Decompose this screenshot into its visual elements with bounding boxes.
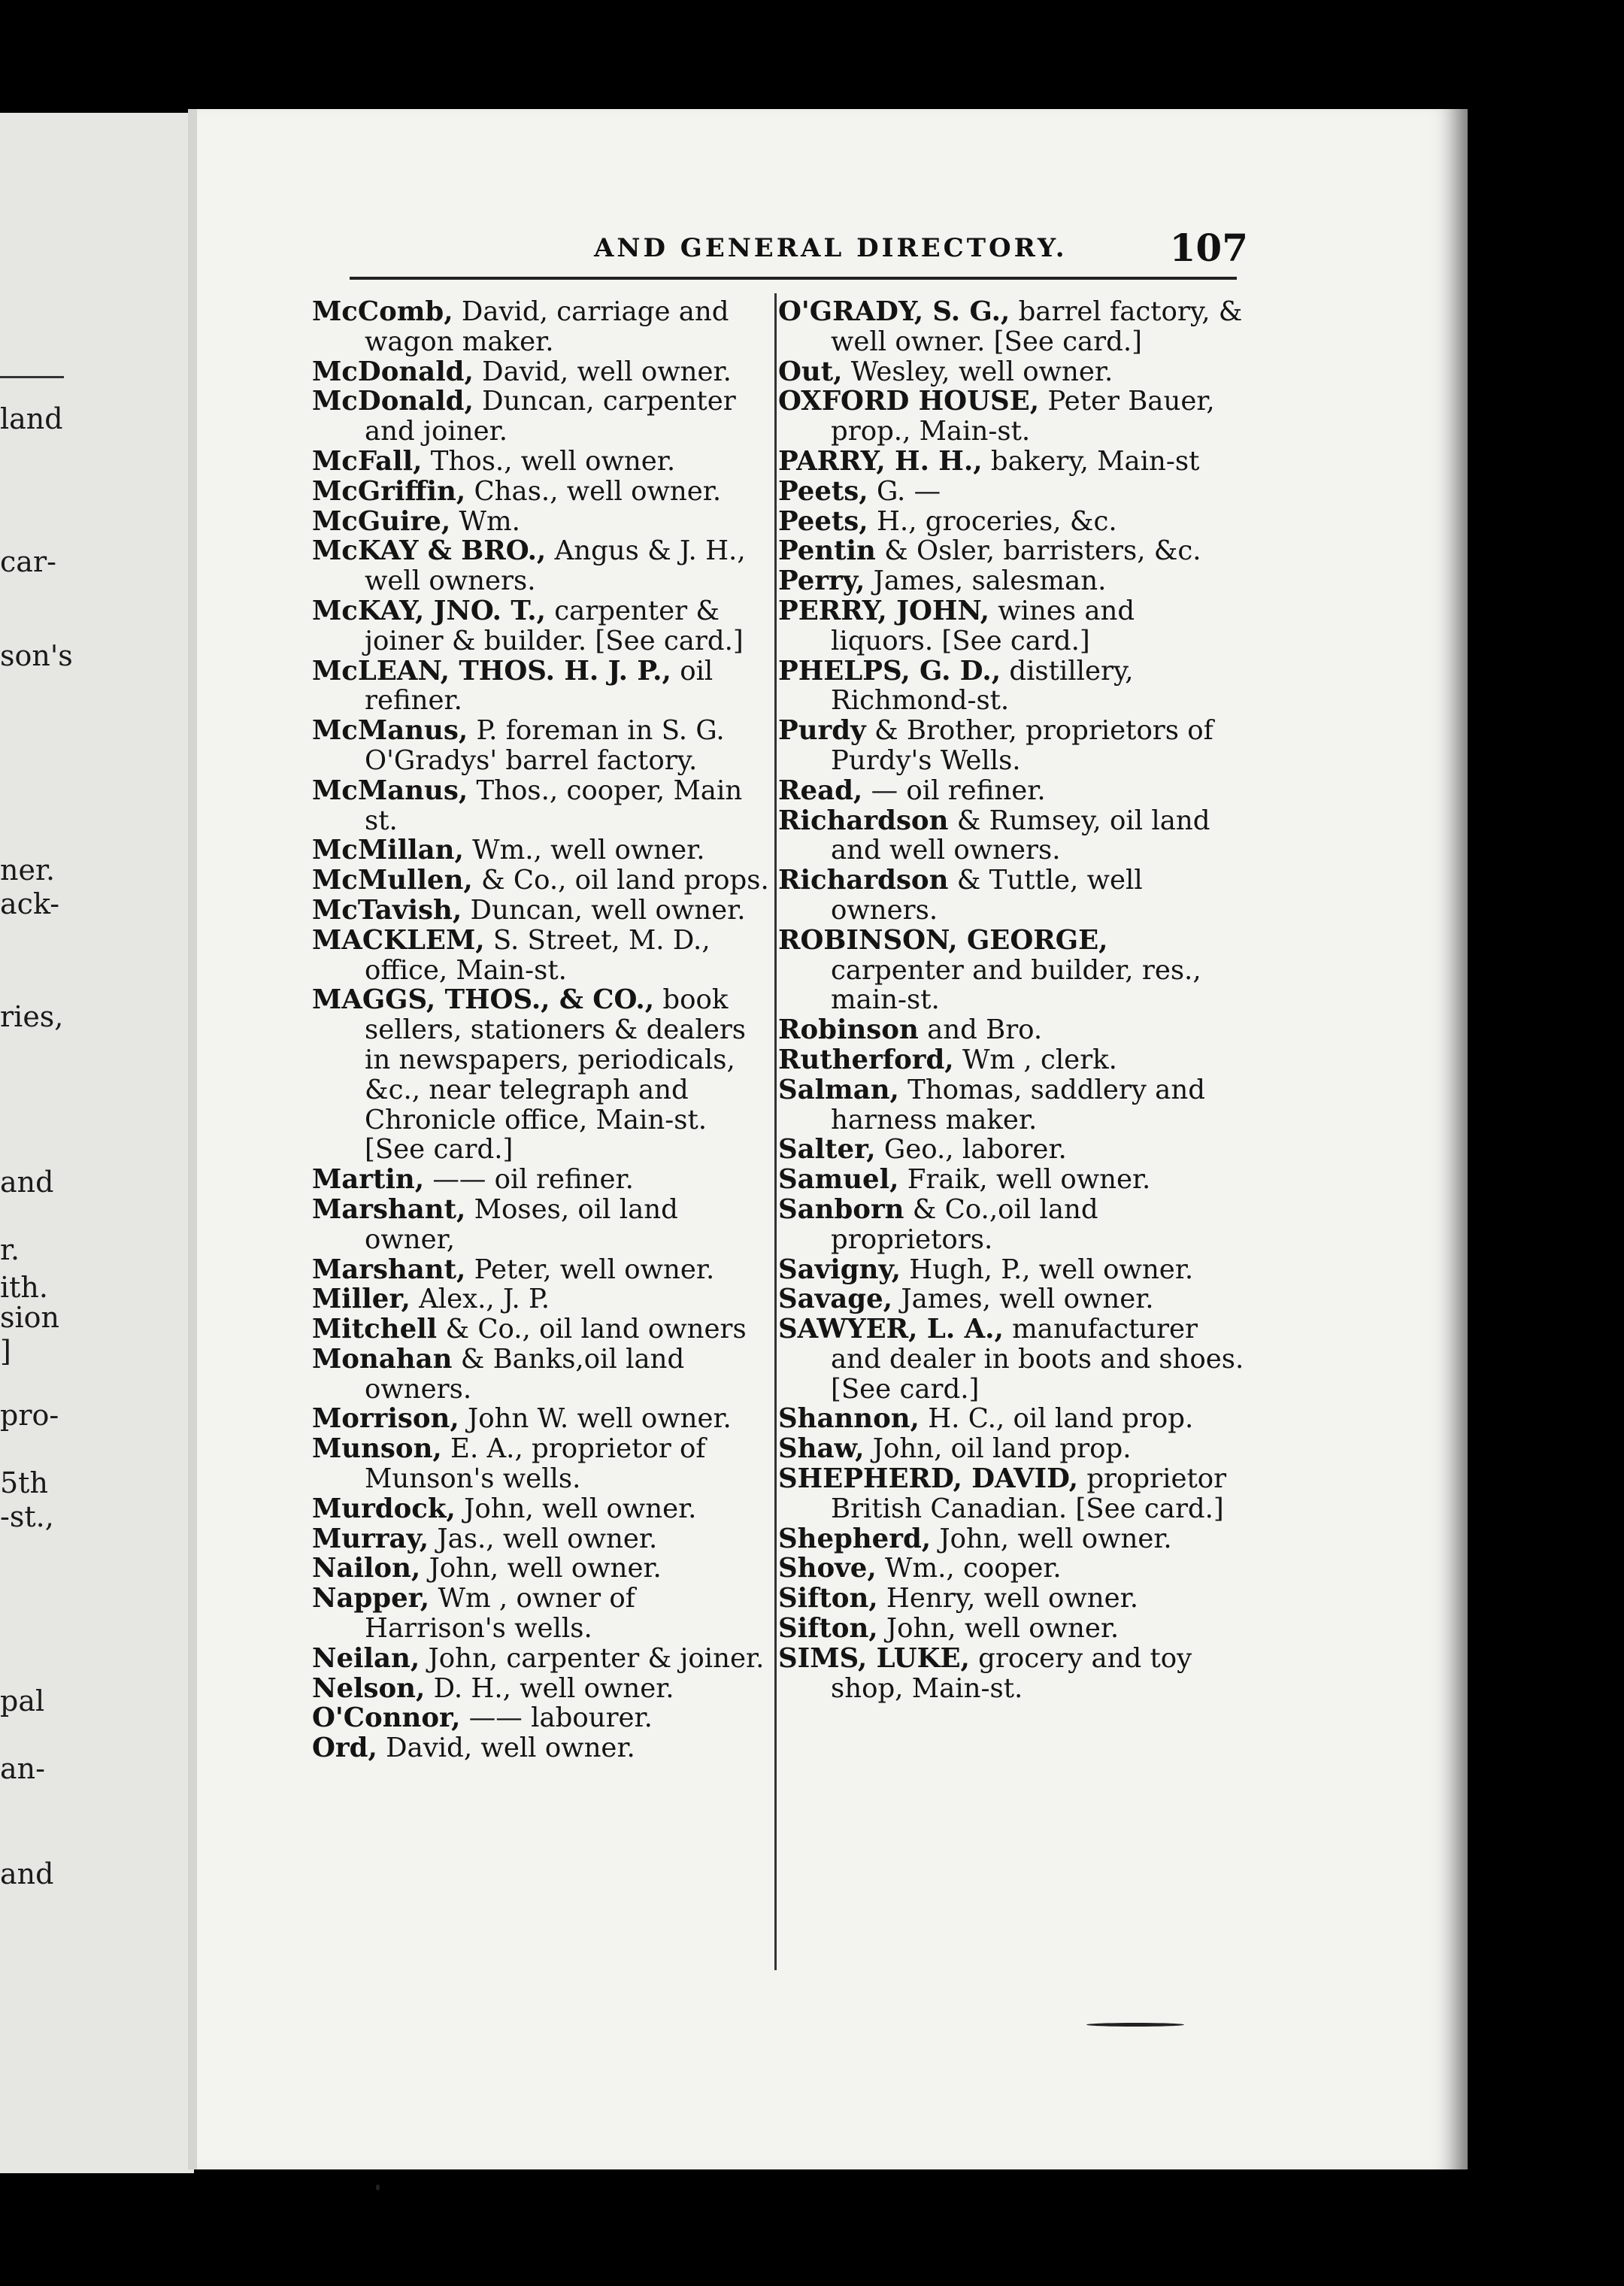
directory-entry [778,1255,1244,1285]
entry-name: Savage, [778,1284,893,1315]
entry-details: Hugh, P., well owner. [900,1254,1194,1285]
directory-entry [312,507,771,537]
entry-details: Jas., well owner. [429,1523,658,1554]
entry-name: Sifton, [778,1613,878,1645]
directory-column-left [312,297,771,1763]
entry-name: Robinson [778,1014,919,1046]
entry-details: bakery, Main-st [982,445,1200,477]
facing-page-edge [0,113,194,2173]
entry-details: Thomas, saddlery and harness maker. [831,1074,1205,1135]
directory-entry [312,716,771,776]
entry-details: Geo., laborer. [875,1134,1067,1166]
facing-page-fragment: -st., [0,1500,54,1533]
entry-details: Wm. [450,505,520,537]
entry-name: Miller, [312,1284,411,1315]
entry-details: & Banks,oil land owners. [365,1343,685,1405]
entry-details: David, well owner. [473,356,732,387]
entry-name: McManus, [312,775,468,806]
entry-name: MACKLEM, [312,924,485,956]
entry-name: Richardson [778,805,949,836]
facing-page-fragment: ith. [0,1271,48,1304]
directory-entry [312,835,771,866]
entry-details: barrel factory, & well owner. [See card.] [831,296,1243,357]
directory-entry [778,357,1244,387]
entry-details: & Osler, barristers, &c. [875,535,1201,567]
entry-name: McManus, [312,715,468,747]
entry-name: Peets, [778,505,868,537]
entry-details: & Co., oil land owners [437,1314,747,1345]
entry-details: David, carriage and wagon maker. [365,296,729,357]
entry-details: book sellers, stationers & dealers in newspapers, periodicals, &c., near telegraph and Chronicle office, Main-st. [See card.] [365,984,747,1166]
entry-name: PHELPS, G. D., [778,655,1001,687]
directory-entry [312,1314,771,1345]
entry-details: David, well owner. [377,1733,635,1764]
directory-entry [778,656,1244,717]
entry-name: McComb, [312,296,453,327]
entry-details: Angus & J. H., well owners. [365,535,746,597]
entry-name: SAWYER, L. A., [778,1314,1004,1345]
directory-entry [778,297,1244,357]
entry-name: McTavish, [312,894,462,926]
entry-details: Peter Bauer, prop., Main-st. [831,386,1215,447]
directory-entry [312,1644,771,1674]
entry-details: John, well owner. [455,1493,697,1524]
directory-entry [312,1345,771,1405]
directory-entry [778,716,1244,776]
entry-name: McKAY, JNO. T., [312,595,546,626]
entry-details: Thos., well owner. [422,445,676,477]
entry-name: Richardson [778,865,949,896]
entry-details: Fraik, well owner. [898,1164,1151,1196]
entry-details: —— oil refiner. [424,1164,634,1196]
facing-page-fragment: an- [0,1752,45,1785]
entry-name: Shannon, [778,1403,920,1435]
facing-page-fragment: ner. [0,853,56,887]
directory-column-right [778,297,1244,1703]
directory-entry [778,1015,1244,1045]
directory-entry [312,536,771,596]
directory-entry [312,985,771,1165]
facing-page-fragment: pro- [0,1399,59,1432]
entry-name: O'Connor, [312,1702,461,1734]
entry-details: John, well owner. [931,1523,1172,1554]
entry-name: McKAY & BRO., [312,535,547,567]
entry-details: carpenter and builder, res., main-st. [831,954,1201,1016]
entry-name: Monahan [312,1343,453,1375]
entry-name: PARRY, H. H., [778,445,983,477]
ink-mark [1086,2023,1184,2027]
entry-details: P. foreman in S. G. O'Gradys' barrel factory. [365,715,725,776]
directory-entry [312,1404,771,1434]
directory-entry [778,1404,1244,1434]
directory-entry [312,477,771,507]
entry-name: Perry, [778,565,865,597]
entry-name: Purdy [778,715,866,747]
directory-entry [312,1434,771,1494]
entry-details: James, well owner. [892,1284,1154,1315]
entry-details: & Brother, proprietors of Purdy's Wells. [831,715,1213,776]
facing-page-fragment: and [0,1857,54,1890]
entry-details: Wm., cooper. [876,1553,1062,1584]
directory-entry [778,1554,1244,1584]
directory-entry [312,1284,771,1314]
directory-entry [778,1195,1244,1255]
entry-name: McGriffin, [312,475,466,507]
entry-details: oil refiner. [365,655,714,717]
entry-name: Marshant, [312,1254,466,1285]
directory-entry [778,1584,1244,1614]
entry-name: McDonald, [312,356,474,387]
directory-entry [778,1045,1244,1075]
directory-entry [778,926,1244,1015]
entry-name: MAGGS, THOS., & CO., [312,984,655,1016]
directory-entry [778,1434,1244,1464]
column-divider [774,293,777,1970]
entry-details: Wesley, well owner. [842,356,1113,387]
facing-page-fragment: pal [0,1684,45,1718]
entry-name: O'GRADY, S. G., [778,296,1010,327]
entry-details: H., groceries, &c. [868,505,1117,537]
entry-name: Shaw, [778,1433,865,1465]
facing-page-fragment: ack- [0,887,60,920]
entry-name: Peets, [778,475,868,507]
directory-entry [312,596,771,656]
entry-name: Sifton, [778,1583,878,1614]
entry-details: proprietor British Canadian. [See card.] [831,1463,1227,1524]
directory-entry [778,596,1244,656]
directory-entry [778,1075,1244,1135]
directory-entry [312,1165,771,1195]
entry-details: John W. well owner. [459,1403,732,1435]
directory-entry [778,507,1244,537]
directory-entry [778,806,1244,866]
entry-details: John, well owner. [420,1553,662,1584]
entry-name: Martin, [312,1164,425,1196]
directory-entry [312,896,771,926]
directory-entry [778,1135,1244,1165]
directory-entry [778,1314,1244,1404]
directory-entry [312,866,771,896]
entry-name: Sanborn [778,1193,904,1225]
directory-entry [778,566,1244,596]
directory-entry [312,1584,771,1644]
entry-name: Mitchell [312,1314,438,1345]
entry-name: McMillan, [312,835,464,866]
directory-entry [312,656,771,717]
entry-details: Peter, well owner. [465,1254,715,1285]
entry-name: Savigny, [778,1254,901,1285]
directory-entry [778,776,1244,806]
entry-details: distillery, Richmond-st. [831,655,1134,717]
entry-name: Rutherford, [778,1044,954,1075]
entry-details: — oil refiner. [862,775,1046,806]
entry-name: McGuire, [312,505,451,537]
entry-details: G. — [868,475,941,507]
entry-details: John, well owner. [877,1613,1120,1645]
running-head-title: AND GENERAL DIRECTORY. [594,233,1068,263]
entry-details: D. H., well owner. [425,1672,674,1704]
header-rule [350,277,1237,280]
directory-entry [312,1255,771,1285]
directory-entry [778,447,1244,477]
directory-entry [778,1464,1244,1524]
entry-name: Pentin [778,535,876,567]
entry-details: Duncan, carpenter and joiner. [365,386,736,447]
directory-entry [312,1703,771,1733]
entry-details: wines and liquors. [See card.] [831,595,1135,656]
facing-page-fragment: ] [0,1335,11,1368]
entry-name: McLEAN, THOS. H. J. P., [312,655,671,687]
entry-details: and Bro. [918,1014,1043,1046]
entry-name: SHEPHERD, DAVID, [778,1463,1079,1495]
entry-name: Read, [778,775,863,806]
directory-entry [778,477,1244,507]
directory-entry [778,1614,1244,1644]
directory-entry [778,536,1244,566]
entry-name: Nelson, [312,1672,426,1704]
directory-entry [312,1733,771,1763]
entry-name: Shove, [778,1553,877,1584]
entry-details: John, carpenter & joiner. [420,1642,765,1674]
entry-name: Nailon, [312,1553,421,1584]
entry-details: & Co.,oil land proprietors. [831,1193,1098,1255]
entry-details: & Co., oil land props. [472,865,769,896]
entry-name: ROBINSON, GEORGE, [778,924,1108,956]
running-head [391,226,1248,278]
entry-details: Wm , owner of Harrison's wells. [365,1583,635,1645]
facing-page-fragment: 5th [0,1466,48,1499]
entry-details: carpenter & joiner & builder. [See card.] [365,595,744,656]
entry-details: Alex., J. P. [410,1284,550,1315]
directory-entry [312,1674,771,1704]
entry-name: SIMS, LUKE, [778,1642,970,1674]
entry-name: McMullen, [312,865,473,896]
entry-name: Munson, [312,1433,442,1465]
entry-name: McDonald, [312,386,474,417]
entry-details: H. C., oil land prop. [919,1403,1194,1435]
entry-name: Neilan, [312,1642,420,1674]
entry-details: E. A., proprietor of Munson's wells. [365,1433,706,1495]
entry-details: Wm , clerk. [953,1044,1117,1075]
entry-details: & Rumsey, oil land and well owners. [831,805,1210,866]
entry-details: John, oil land prop. [864,1433,1132,1465]
directory-entry [312,1494,771,1524]
entry-name: OXFORD HOUSE, [778,386,1040,417]
directory-entry [312,926,771,986]
entry-details: James, salesman. [865,565,1107,597]
entry-details: manufacturer and dealer in boots and shoes. [See card.] [831,1314,1244,1405]
entry-name: Murray, [312,1523,429,1554]
entry-details: grocery and toy shop, Main-st. [831,1642,1192,1704]
facing-page-fragment: r. [0,1233,20,1266]
directory-entry [778,866,1244,926]
entry-name: Ord, [312,1733,377,1764]
directory-entry [312,776,771,836]
directory-entry [312,357,771,387]
directory-entry [312,297,771,357]
entry-name: Salman, [778,1074,899,1105]
directory-entry [312,387,771,447]
directory-entry [778,1524,1244,1554]
ink-mark [376,2184,380,2190]
facing-page-rule [0,376,64,378]
entry-details: Duncan, well owner. [462,894,746,926]
directory-entry [312,1195,771,1255]
entry-details: Wm., well owner. [463,835,705,866]
entry-name: Marshant, [312,1193,466,1225]
entry-name: McFall, [312,445,423,477]
facing-page-fragment: and [0,1166,54,1199]
facing-page-fragment: son's [0,639,73,672]
entry-name: Napper, [312,1583,430,1614]
entry-details: Thos., cooper, Main st. [365,775,743,836]
directory-entry [778,1284,1244,1314]
entry-details: Chas., well owner. [465,475,722,507]
entry-name: Shepherd, [778,1523,932,1554]
entry-name: Out, [778,356,843,387]
facing-page-fragment: ries, [0,1000,64,1033]
entry-details: —— labourer. [460,1702,653,1734]
facing-page-fragment: car- [0,545,56,578]
facing-page-fragment: land [0,402,63,435]
entry-details: & Tuttle, well owners. [831,865,1143,926]
directory-entry [312,1554,771,1584]
entry-name: Salter, [778,1134,876,1166]
entry-name: Samuel, [778,1164,899,1196]
directory-entry [778,1165,1244,1195]
entry-details: Moses, oil land owner, [365,1193,678,1255]
entry-details: Henry, well owner. [877,1583,1139,1614]
entry-name: PERRY, JOHN, [778,595,989,626]
directory-entry [312,1524,771,1554]
directory-entry [778,387,1244,447]
directory-entry [778,1644,1244,1704]
page-number: 107 [1169,226,1248,270]
facing-page-fragment: sion [0,1301,60,1334]
directory-entry [312,447,771,477]
entry-details: S. Street, M. D., office, Main-st. [365,924,710,986]
entry-name: Murdock, [312,1493,456,1524]
entry-name: Morrison, [312,1403,459,1435]
